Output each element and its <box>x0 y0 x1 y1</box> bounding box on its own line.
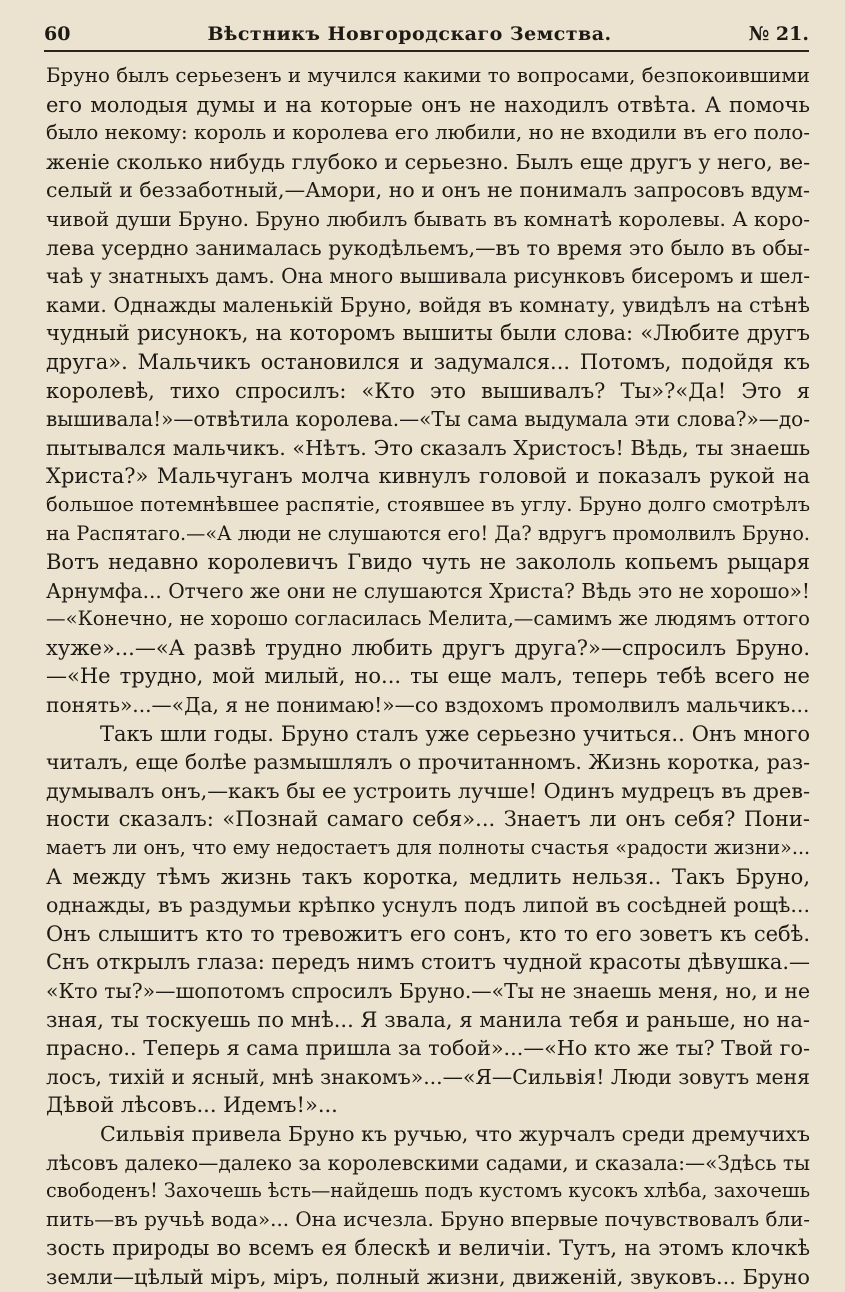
text-line: читалъ, еще болѣе размышлялъ о прочитанномъ. Жизнь коротка, раз- <box>46 750 810 775</box>
text-line: хуже»...—«А развѣ трудно любить другъ друга?»—спросилъ Бруно. <box>46 635 810 660</box>
text-line: —«Конечно, не хорошо согласилась Мелита,—самимъ же людямъ оттого <box>46 607 810 631</box>
text-line: думывалъ онъ,—какъ бы ее устроить лучше! Одинъ мудрецъ въ древ- <box>46 778 810 803</box>
text-line: королевѣ, тихо спросилъ: «Кто это вышивалъ? Ты»?«Да! Это я <box>46 378 810 403</box>
text-line: прасно.. Теперь я сама пришла за тобой»...—«Но кто же ты? Твой го- <box>46 1036 811 1061</box>
text-line: чивой души Бруно. Бруно любилъ бывать въ комнатѣ королевы. А коро- <box>46 206 810 231</box>
text-line: Снъ открылъ глаза: передъ нимъ стоитъ чудной красоты дѣвушка.— <box>46 950 810 975</box>
text-line: пить—въ ручьѣ вода»... Она исчезла. Бруно впервые почувствовалъ бли- <box>46 1207 810 1231</box>
text-line: Такъ шли годы. Бруно сталъ уже серьезно учиться.. Онъ много <box>100 721 810 746</box>
text-line: Вотъ недавно королевичъ Гвидо чуть не закололь копьемъ рыцаря <box>46 550 810 575</box>
text-line: однажды, въ раздумьи крѣпко уснулъ подъ липой въ сосѣдней рощѣ... <box>46 893 810 918</box>
text-line: лосъ, тихій и ясный, мнѣ знакомъ»...—«Я—Сильвія! Люди зовутъ меня <box>46 1064 810 1089</box>
text-line: свободенъ! Захочешь ѣсть—найдешь подъ кустомъ кусокъ хлѣба, захочешь <box>46 1179 810 1203</box>
text-line: зная, ты тоскуешь по мнѣ... Я звала, я манила тебя и раньше, но на- <box>46 1007 810 1032</box>
text-line: ности сказалъ: «Познай самаго себя»... Знаетъ ли онъ себя? Пони- <box>46 807 810 832</box>
text-line: Христа?» Мальчуганъ молча кивнулъ головой и показалъ рукой на <box>46 464 810 489</box>
text-line: земли—цѣлый міръ, міръ, полный жизни, движеній, звуковъ... Бруно <box>46 1264 810 1289</box>
text-line: маетъ ли онъ, что ему недостаетъ для полноты счастья «радости жизни»... <box>46 836 811 860</box>
text-line: пытывался мальчикъ. «Нѣтъ. Это сказалъ Христосъ! Вѣдь, ты знаешь <box>46 435 811 460</box>
text-line: лева усердно занималась рукодѣльемъ,—въ то время это было въ обы- <box>46 235 810 260</box>
text-line: на Распятаго.—«А люди не слушаются его! Да? вдругъ промолвилъ Бруно. <box>46 521 810 545</box>
text-line: чудный рисунокъ, на которомъ вышиты были слова: «Любите другъ <box>46 321 810 346</box>
journal-title: Вѣстникъ Новгородскаго Земства. <box>207 23 612 45</box>
text-line: чаѣ у знатныхъ дамъ. Она много вышивала рисунковъ бисеромъ и шел- <box>46 264 810 289</box>
article-body <box>46 62 810 1292</box>
page-number: 60 <box>44 23 71 45</box>
text-line: его молодыя думы и на которые онъ не находилъ отвѣта. А помочь <box>46 92 810 117</box>
text-line: Дѣвой лѣсовъ... Идемъ!»... <box>46 1093 338 1118</box>
text-line: лѣсовъ далеко—далеко за королевскими садами, и сказала:—«Здѣсь ты <box>46 1150 810 1175</box>
text-line: друга». Мальчикъ остановился и задумался... Потомъ, подойдя къ <box>46 349 810 374</box>
text-line: А между тѣмъ жизнь такъ коротка, медлить нельзя.. Такъ Бруно, <box>46 864 810 889</box>
header-rule <box>44 50 809 52</box>
text-line: было некому: король и королева его любили, но не входили въ его поло- <box>46 121 810 145</box>
text-line: —«Не трудно, мой милый, но... ты еще малъ, теперь тебѣ всего не <box>46 664 810 689</box>
text-line: зость природы во всемъ ея блескѣ и величіи. Тутъ, на этомъ клочкѣ <box>46 1236 810 1261</box>
text-line: Сильвія привела Бруно къ ручью, что журчалъ среди дремучихъ <box>100 1121 811 1146</box>
page-header <box>44 18 809 50</box>
text-line: вышивала!»—отвѣтила королева.—«Ты сама выдумала эти слова?»—до- <box>46 407 810 432</box>
text-line: «Кто ты?»—шопотомъ спросилъ Бруно.—«Ты не знаешь меня, но, и не <box>46 979 810 1003</box>
text-line: женіе сколько нибудь глубоко и серьезно. Былъ еще другъ у него, ве- <box>46 149 811 174</box>
issue-number: № 21. <box>748 23 809 45</box>
text-line: ками. Однажды маленькій Бруно, войдя въ комнату, увидѣлъ на стѣнѣ <box>46 292 810 317</box>
text-line: понять»...—«Да, я не понимаю!»—со вздохомъ промолвилъ мальчикъ... <box>46 693 810 718</box>
text-line: Арнумфа... Отчего же они не слушаются Христа? Вѣдь это не хорошо»! <box>46 578 810 603</box>
text-line: Онъ слышитъ кто то тревожитъ его сонъ, кто то его зоветъ къ себѣ. <box>46 921 810 946</box>
text-line: большое потемнѣвшее распятіе, стоявшее въ углу. Бруно долго смотрѣлъ <box>46 492 810 516</box>
text-line: Бруно былъ серьезенъ и мучился какими то вопросами, безпокоившими <box>46 64 810 87</box>
text-line: селый и беззаботный,—Амори, но и онъ не понималъ запросовъ вдум- <box>46 178 810 203</box>
